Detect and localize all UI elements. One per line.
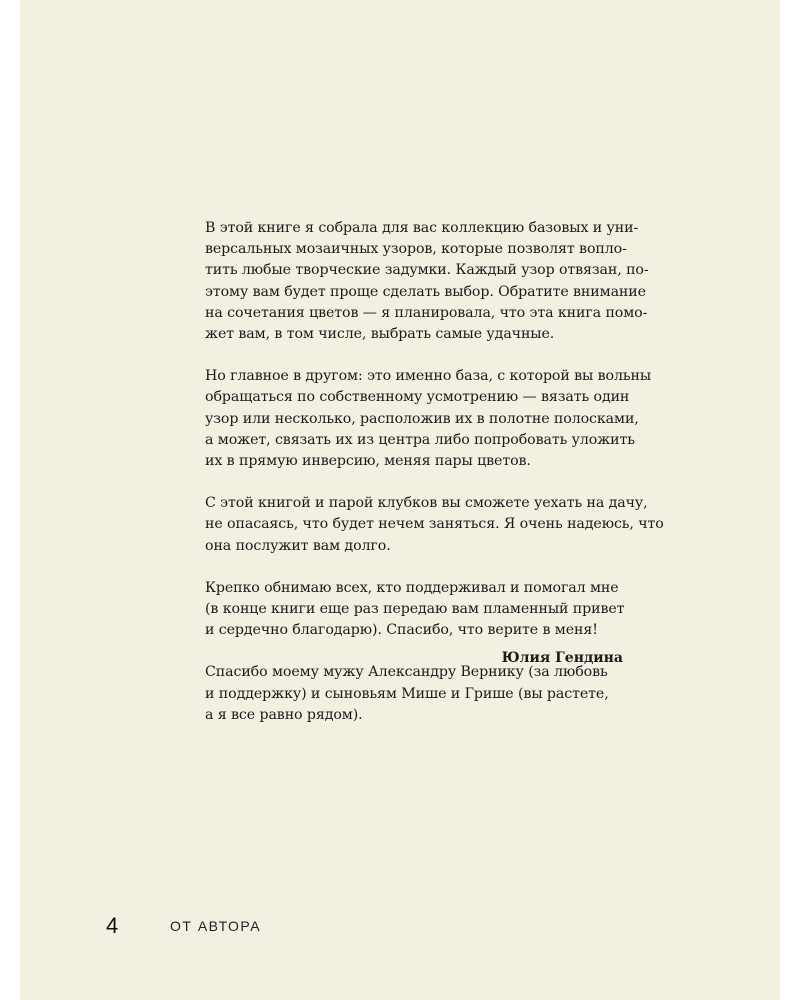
paragraph-5 [205,662,645,726]
paragraph-1 [205,218,649,345]
text-line: этому вам будет проще сделать выбор. Обратите внимание [205,283,646,300]
text-line: обращаться по собственному усмотрению — вязать один [205,389,630,406]
text-line: Но главное в другом: это именно база, с которой вы вольны [205,368,652,385]
text-line: В этой книге я собрала для вас коллекцию базовых и уни- [205,220,639,236]
text-line: С этой книгой и парой клубков вы сможете уехать на дачу, [205,495,648,512]
text-line: не опасаясь, что будет нечем заняться. Я очень надеюсь, что [205,516,664,533]
book-page [20,0,780,1000]
text-line: их в прямую инверсию, меняя пары цветов. [205,453,531,470]
text-line: на сочетания цветов — я планировала, что эта книга помо- [205,304,648,321]
section-title: ОТ АВТОРА [170,918,262,934]
paragraph-3 [205,493,664,557]
text-line: (в конце книги еще раз передаю вам пламенный привет [205,601,625,618]
text-line: Крепко обнимаю всех, кто поддерживал и помогал мне [205,579,619,596]
text-line: жет вам, в том числе, выбрать самые удачные. [205,326,555,343]
paragraph-2 [205,366,652,472]
text-line: версальных мозаичных узоров, которые позволят вопло- [205,241,627,258]
text-line: и сердечно благодарю). Спасибо, что верите в меня! [205,622,598,639]
paragraph-4 [205,578,645,642]
preface-text [205,218,664,747]
text-line: тить любые творческие задумки. Каждый узор отвязан, по- [205,262,649,279]
text-line: а я все равно рядом). [205,706,363,723]
author-signature: Юлия Гендина [501,650,623,666]
text-line: а может, связать их из центра либо попробовать уложить [205,431,635,448]
text-line: и поддержку) и сыновьям Мише и Грише (вы растете, [205,685,609,702]
text-line: Спасибо моему мужу Александру Вернику (за любовь [205,664,608,681]
text-line: она послужит вам долго. [205,537,391,554]
page-number: 4 [106,913,119,938]
text-line: узор или несколько, расположив их в полотне полосками, [205,410,639,427]
